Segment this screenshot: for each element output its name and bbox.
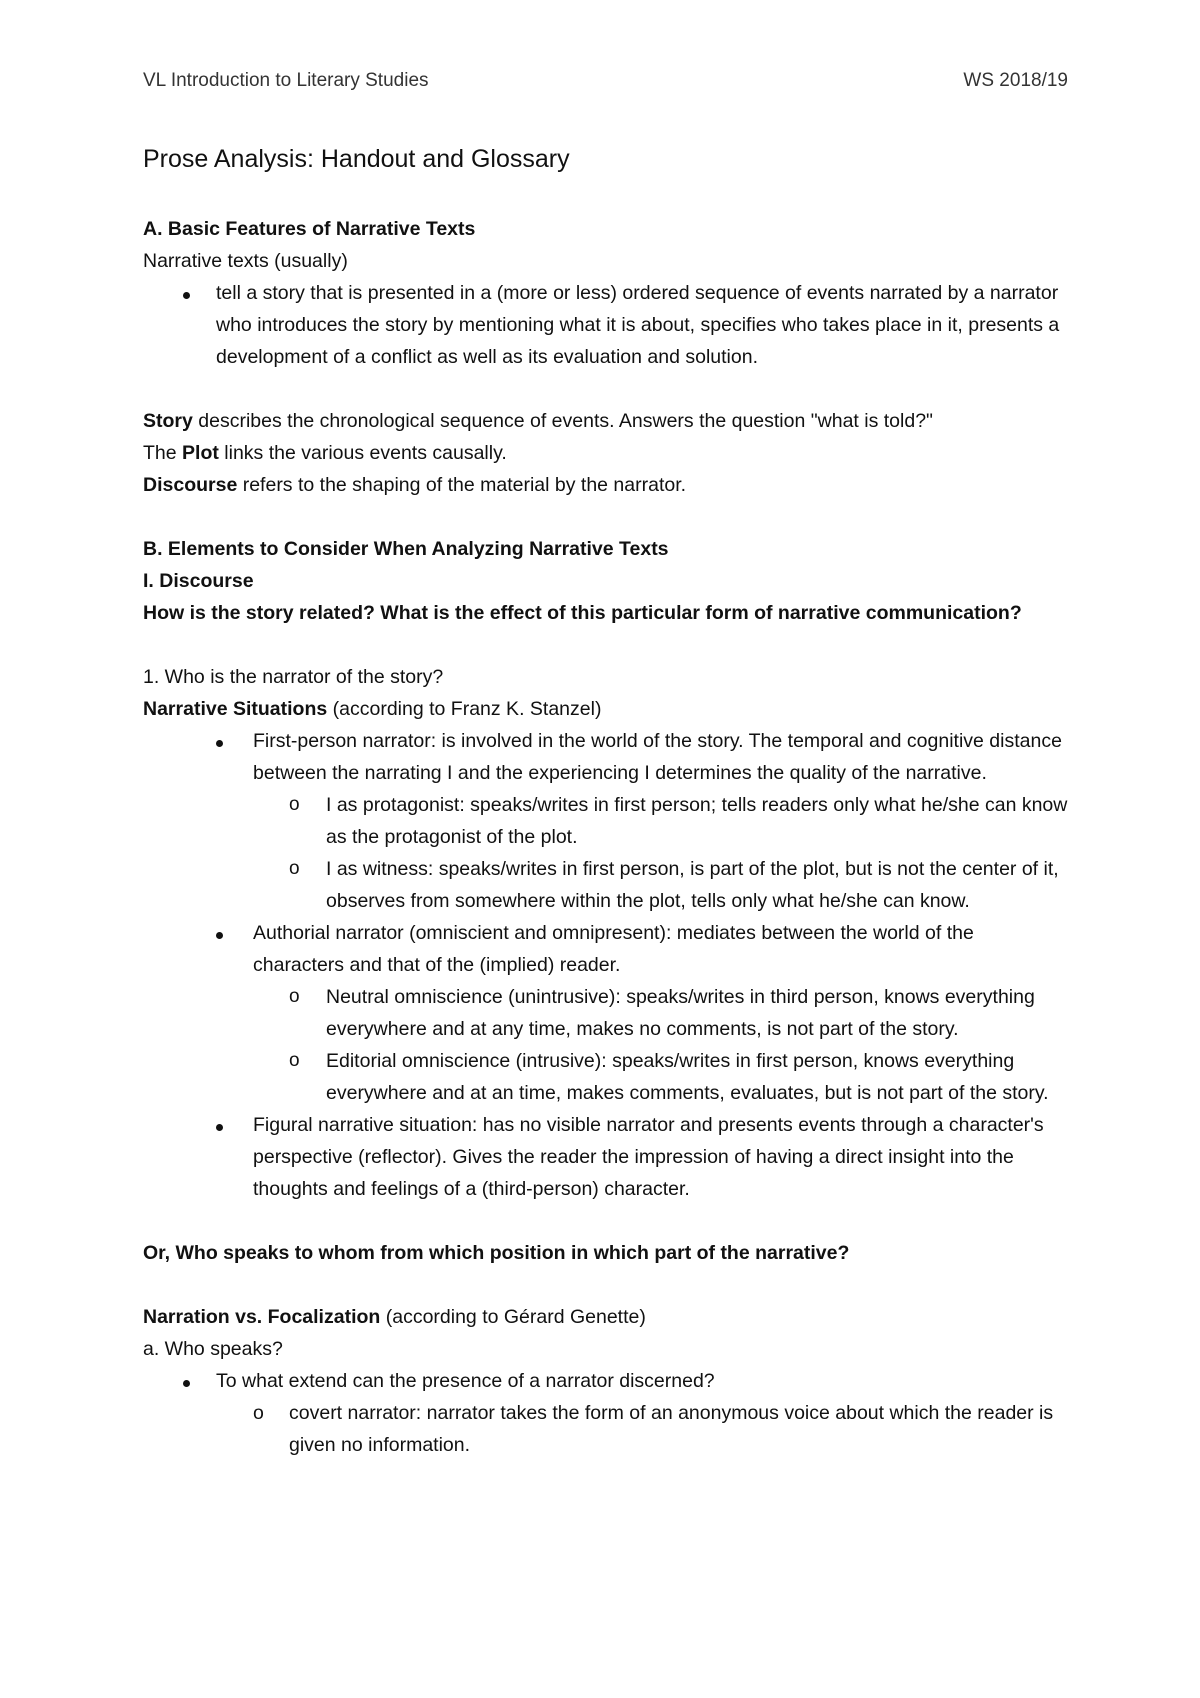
list-item	[143, 789, 1068, 853]
section-a-bullet: tell a story that is presented in a (more or less) ordered sequence of events narrated by a narrator who introduces the story by mentioning what it is about, specifies who takes place in it, presents a development of a conflict as well as its evaluation and solution.	[216, 282, 1060, 368]
list-item	[143, 1109, 1068, 1205]
list-item	[143, 917, 1068, 981]
who-speaks: a. Who speaks?	[143, 1338, 283, 1360]
neutral-item: Neutral omniscience (unintrusive): speaks/writes in third person, knows everything everywhere and at any time, makes no comments, is not part of the story.	[326, 986, 1035, 1040]
bullet-marker	[183, 277, 190, 309]
story-term: Story	[143, 410, 193, 432]
or-question: Or, Who speaks to whom from which position in which part of the narrative?	[143, 1242, 850, 1264]
discourse-term: Discourse	[143, 474, 238, 496]
list-item	[143, 1397, 1068, 1461]
plot-term: Plot	[182, 442, 219, 464]
covert-item: covert narrator: narrator takes the form of an anonymous voice about which the reader is given no information.	[289, 1402, 1054, 1456]
header-course: VL Introduction to Literary Studies	[143, 70, 429, 91]
plot-definition	[143, 437, 1068, 469]
first-person-item: First-person narrator: is involved in the world of the story. The temporal and cognitive distance between the narrating I and the experiencing I determines the quality of the narrative.	[253, 730, 1062, 784]
bullet-marker	[216, 917, 223, 949]
list-item	[143, 853, 1068, 917]
ns-term: Narrative Situations	[143, 698, 328, 720]
witness-item: I as witness: speaks/writes in first person, is part of the plot, but is not the center of it, observes from somewhere within the plot, tells only what he/she can know.	[326, 858, 1059, 912]
list-item	[143, 1045, 1068, 1109]
discourse-text: refers to the shaping of the material by the narrator.	[237, 474, 687, 496]
discourse-definition	[143, 469, 1068, 501]
list-item	[143, 981, 1068, 1045]
list-item	[143, 277, 1068, 373]
ns-text: (according to Franz K. Stanzel)	[327, 698, 602, 720]
narrative-situations	[143, 693, 1068, 725]
authorial-item: Authorial narrator (omniscient and omnipresent): mediates between the world of the characters and that of the (implied) reader.	[253, 922, 974, 976]
list-item	[143, 1365, 1068, 1397]
section-b-heading: B. Elements to Consider When Analyzing Narrative Texts	[143, 538, 669, 560]
sub-marker: o	[289, 794, 300, 815]
plot-pre: The	[143, 442, 183, 464]
editorial-item: Editorial omniscience (intrusive): speaks/writes in first person, knows everything everywhere and at an time, makes comments, evaluates, but is not part of the story.	[326, 1050, 1049, 1104]
section-b-sub: I. Discourse	[143, 570, 254, 592]
page-title: Prose Analysis: Handout and Glossary	[143, 145, 570, 173]
section-a-heading: A. Basic Features of Narrative Texts	[143, 218, 476, 240]
sub-marker: o	[289, 986, 300, 1007]
section-a-intro: Narrative texts (usually)	[143, 250, 348, 272]
nf-text: (according to Gérard Genette)	[380, 1306, 646, 1328]
document-body	[143, 213, 1068, 1461]
protagonist-item: I as protagonist: speaks/writes in first person; tells readers only what he/she can know as the protagonist of the plot.	[326, 794, 1068, 848]
narration-focalization	[143, 1301, 1068, 1333]
story-text: describes the chronological sequence of events. Answers the question "what is told?"	[192, 410, 933, 432]
header-term: WS 2018/19	[963, 70, 1068, 91]
sub-marker: o	[289, 858, 300, 879]
extend-item: To what extend can the presence of a narrator discerned?	[216, 1370, 715, 1392]
section-b-question: How is the story related? What is the effect of this particular form of narrative communication?	[143, 602, 1022, 624]
sub-marker: o	[289, 1050, 300, 1071]
sub-marker: o	[253, 1402, 264, 1424]
figural-item: Figural narrative situation: has no visible narrator and presents events through a character's perspective (reflector). Gives the reader the impression of having a direct insight into the thoughts and feelings of a (third-person) character.	[253, 1114, 1044, 1200]
bullet-marker	[216, 725, 223, 757]
question-1: 1. Who is the narrator of the story?	[143, 666, 444, 688]
list-item	[143, 725, 1068, 789]
nf-term: Narration vs. Focalization	[143, 1306, 381, 1328]
bullet-marker	[216, 1109, 223, 1141]
story-definition	[143, 405, 1068, 437]
plot-text: links the various events causally.	[218, 442, 507, 464]
bullet-marker	[183, 1365, 190, 1397]
